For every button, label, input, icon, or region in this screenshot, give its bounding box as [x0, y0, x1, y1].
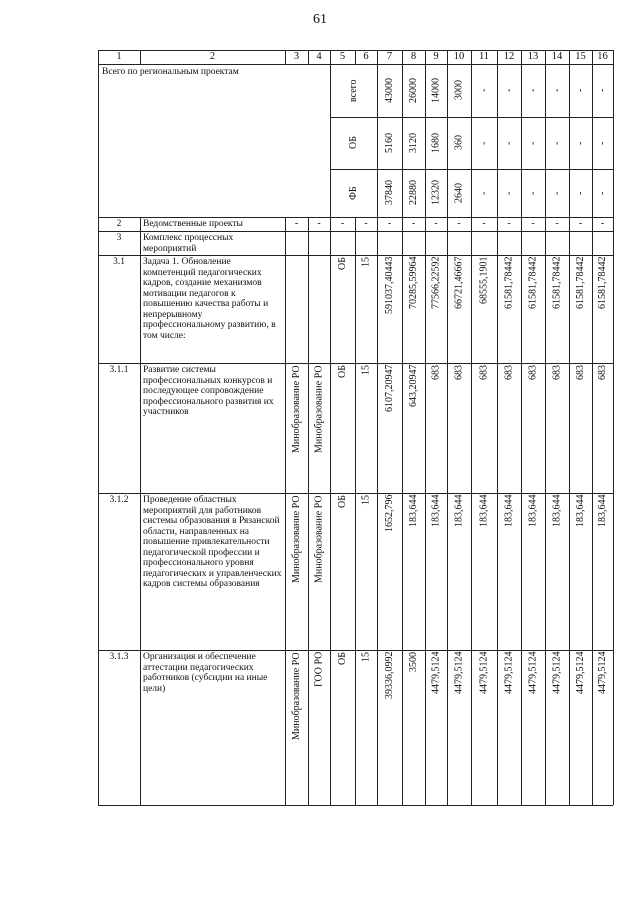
column-header-3: 3: [293, 51, 300, 62]
value-3-1-2: 183,644: [503, 495, 515, 528]
dash-cell: -: [600, 218, 605, 229]
code-3-1: 15: [360, 257, 372, 267]
departmental-projects-label: Ведомственные проекты: [143, 219, 243, 229]
page-number: 61: [313, 12, 327, 27]
value-3-1: 61581,78442: [503, 257, 515, 310]
dash-cell: -: [457, 218, 461, 229]
code-3-1-3: 15: [360, 652, 372, 662]
value-3-1-3: 39336,0992: [384, 652, 395, 700]
regional-value: -: [527, 88, 539, 93]
dash-cell: -: [434, 218, 438, 229]
executor-3-1-3: Минобразование РО: [291, 652, 302, 740]
dash-cell: -: [364, 218, 368, 229]
column-border: [140, 50, 141, 64]
funding-source-3-1: ОБ: [337, 257, 348, 270]
column-header-11: 11: [478, 51, 490, 62]
row-number-3-1: 3.1: [113, 257, 125, 267]
funding-type-2: ФБ: [348, 186, 359, 200]
value-3-1-2: 183,644: [430, 495, 442, 528]
value-3-1-1: 683: [551, 365, 563, 380]
regional-value: 360: [453, 135, 465, 151]
regional-value: 26000: [408, 78, 419, 103]
column-border: [308, 50, 309, 64]
column-header-2: 2: [209, 51, 216, 62]
value-3-1-1: 683: [597, 365, 608, 380]
dash-cell: -: [340, 218, 345, 229]
row-number-3-1-1: 3.1.1: [109, 365, 129, 375]
value-3-1: 61581,78442: [527, 257, 539, 310]
value-3-1-1: 683: [575, 365, 586, 380]
value-3-1: 61581,78442: [575, 257, 586, 310]
value-3-1-1: 643,20947: [408, 365, 419, 408]
regional-value: -: [597, 191, 608, 195]
regional-projects-label: Всего по региональным проектам: [102, 67, 239, 77]
value-3-1-1: 683: [430, 365, 442, 380]
column-border: [330, 50, 331, 64]
value-3-1-1: 683: [527, 365, 539, 380]
column-header-6: 6: [363, 51, 369, 62]
regional-value: -: [527, 141, 539, 145]
column-border: [355, 50, 356, 64]
regional-value: 14000: [430, 78, 442, 103]
code-3-1-2: 15: [360, 495, 372, 505]
regional-value: -: [575, 88, 586, 93]
dash-cell: -: [578, 218, 583, 229]
row-label-3-1-1: Развитие системы профессиональных конкурсов и последующее сопровождение профессионального развития их участников: [143, 365, 274, 417]
regional-value: -: [478, 191, 490, 195]
value-3-1-3: 4479,5124: [430, 652, 442, 695]
row-label-3-1-2: Проведение областных мероприятий для работников системы образования в Рязанской области, направленных на повышение привлекательности педагогической профессии и профессионального уровня педагогических и управленческих кадров системы образования: [143, 495, 282, 589]
funding-source-3-1-1: ОБ: [337, 365, 348, 378]
value-3-1-1: 6107,20947: [384, 365, 395, 413]
regional-value: -: [478, 141, 490, 145]
dash-cell: -: [531, 218, 535, 229]
column-border: [285, 50, 286, 64]
funding-source-3-1-2: ОБ: [337, 495, 348, 508]
table-side-border: [613, 50, 614, 805]
column-header-1: 1: [116, 51, 122, 62]
value-3-1: 66721,46667: [453, 257, 465, 310]
row-border: [98, 805, 613, 806]
value-3-1-3: 4479,5124: [453, 652, 465, 695]
value-3-1-3: 4479,5124: [527, 652, 539, 695]
column-border: [140, 217, 141, 805]
value-3-1-2: 183,644: [453, 495, 465, 528]
value-3-1: 591037,40443: [384, 257, 395, 315]
column-header-10: 10: [453, 51, 465, 62]
value-3-1: 70285,59964: [408, 257, 419, 310]
row-label-3-1: Задача 1. Обновление компетенций педагогических кадров, создание механизмов мотивации педагогов к повышению качества работы и непрерывному профессиональному развитию, в том числе:: [143, 257, 276, 341]
value-3-1: 77566,22592: [430, 257, 442, 310]
row-number-3-1-2: 3.1.2: [109, 495, 129, 505]
value-3-1-1: 683: [453, 365, 465, 380]
regional-value: 1680: [430, 133, 442, 153]
regional-value: 43000: [384, 78, 395, 103]
value-3-1-2: 183,644: [551, 495, 563, 528]
table-side-border: [98, 50, 99, 805]
column-header-12: 12: [503, 51, 515, 62]
dash-cell: -: [507, 218, 511, 229]
dash-cell: -: [555, 218, 559, 229]
value-3-1-3: 4479,5124: [503, 652, 515, 695]
regional-value: 2640: [453, 183, 465, 203]
column-header-5: 5: [339, 51, 346, 62]
value-3-1: 61581,78442: [597, 257, 608, 310]
regional-value: -: [503, 191, 515, 195]
row-number-3: 3: [116, 233, 122, 243]
column-header-13: 13: [527, 51, 539, 62]
code-3-1-1: 15: [360, 365, 372, 375]
column-header-8: 8: [410, 51, 417, 62]
value-3-1-3: 4479,5124: [597, 652, 608, 695]
value-3-1-2: 183,644: [597, 495, 608, 528]
value-3-1-3: 4479,5124: [575, 652, 586, 695]
regional-value: 3000: [453, 80, 465, 101]
regional-value: -: [597, 141, 608, 145]
row-number-2: 2: [116, 219, 122, 229]
regional-value: 12320: [430, 180, 442, 206]
value-3-1-1: 683: [503, 365, 515, 380]
value-3-1-3: 4479,5124: [551, 652, 563, 695]
regional-value: 5160: [384, 133, 395, 153]
row-label-3-1-3: Организация и обеспечение аттестации педагогических работников (субсидии на иные цели): [143, 652, 268, 694]
column-header-14: 14: [551, 51, 563, 62]
regional-value: 22880: [408, 180, 419, 206]
value-3-1-2: 183,644: [527, 495, 539, 528]
value-3-1-2: 183,644: [408, 495, 419, 528]
dash-cell: -: [411, 218, 416, 229]
dash-cell: -: [387, 218, 392, 229]
value-3-1-1: 683: [478, 365, 490, 380]
co-executor-3-1-2: Минобразование РО: [313, 495, 325, 583]
row-number-3-1-3: 3.1.3: [109, 652, 129, 662]
value-3-1-3: 4479,5124: [478, 652, 490, 695]
co-executor-3-1-1: Минобразование РО: [313, 365, 325, 453]
regional-value: -: [503, 88, 515, 93]
regional-value: 37840: [384, 180, 395, 206]
dash-cell: -: [482, 218, 486, 229]
regional-value: -: [597, 88, 608, 93]
value-3-1: 68555,1901: [478, 257, 490, 305]
regional-value: -: [575, 141, 586, 145]
funding-type-0: всего: [348, 79, 359, 102]
regional-value: -: [551, 141, 563, 145]
regional-value: -: [478, 88, 490, 93]
value-3-1-3: 3500: [408, 652, 419, 672]
funding-source-3-1-3: ОБ: [337, 652, 348, 665]
regional-value: -: [527, 191, 539, 195]
dash-cell: -: [294, 218, 299, 229]
column-header-4: 4: [316, 51, 322, 62]
regional-value: -: [503, 141, 515, 145]
value-3-1-2: 183,644: [478, 495, 490, 528]
column-header-7: 7: [386, 51, 393, 62]
regional-value: -: [551, 191, 563, 195]
executor-3-1-2: Минобразование РО: [291, 495, 302, 583]
executor-3-1-1: Минобразование РО: [291, 365, 302, 453]
value-3-1-2: 183,644: [575, 495, 586, 528]
regional-value: 3120: [408, 133, 419, 153]
value-3-1: 61581,78442: [551, 257, 563, 310]
regional-value: -: [551, 88, 563, 93]
co-executor-3-1-3: ГОО РО: [313, 652, 325, 688]
column-header-16: 16: [597, 51, 608, 62]
column-header-9: 9: [433, 51, 439, 62]
value-3-1-2: 1652,796: [384, 495, 395, 533]
column-header-15: 15: [575, 51, 586, 62]
dash-cell: -: [317, 218, 321, 229]
regional-value: -: [575, 191, 586, 195]
funding-type-1: ОБ: [348, 136, 359, 150]
process-measures-label: Комплекс процессных мероприятий: [143, 233, 234, 254]
